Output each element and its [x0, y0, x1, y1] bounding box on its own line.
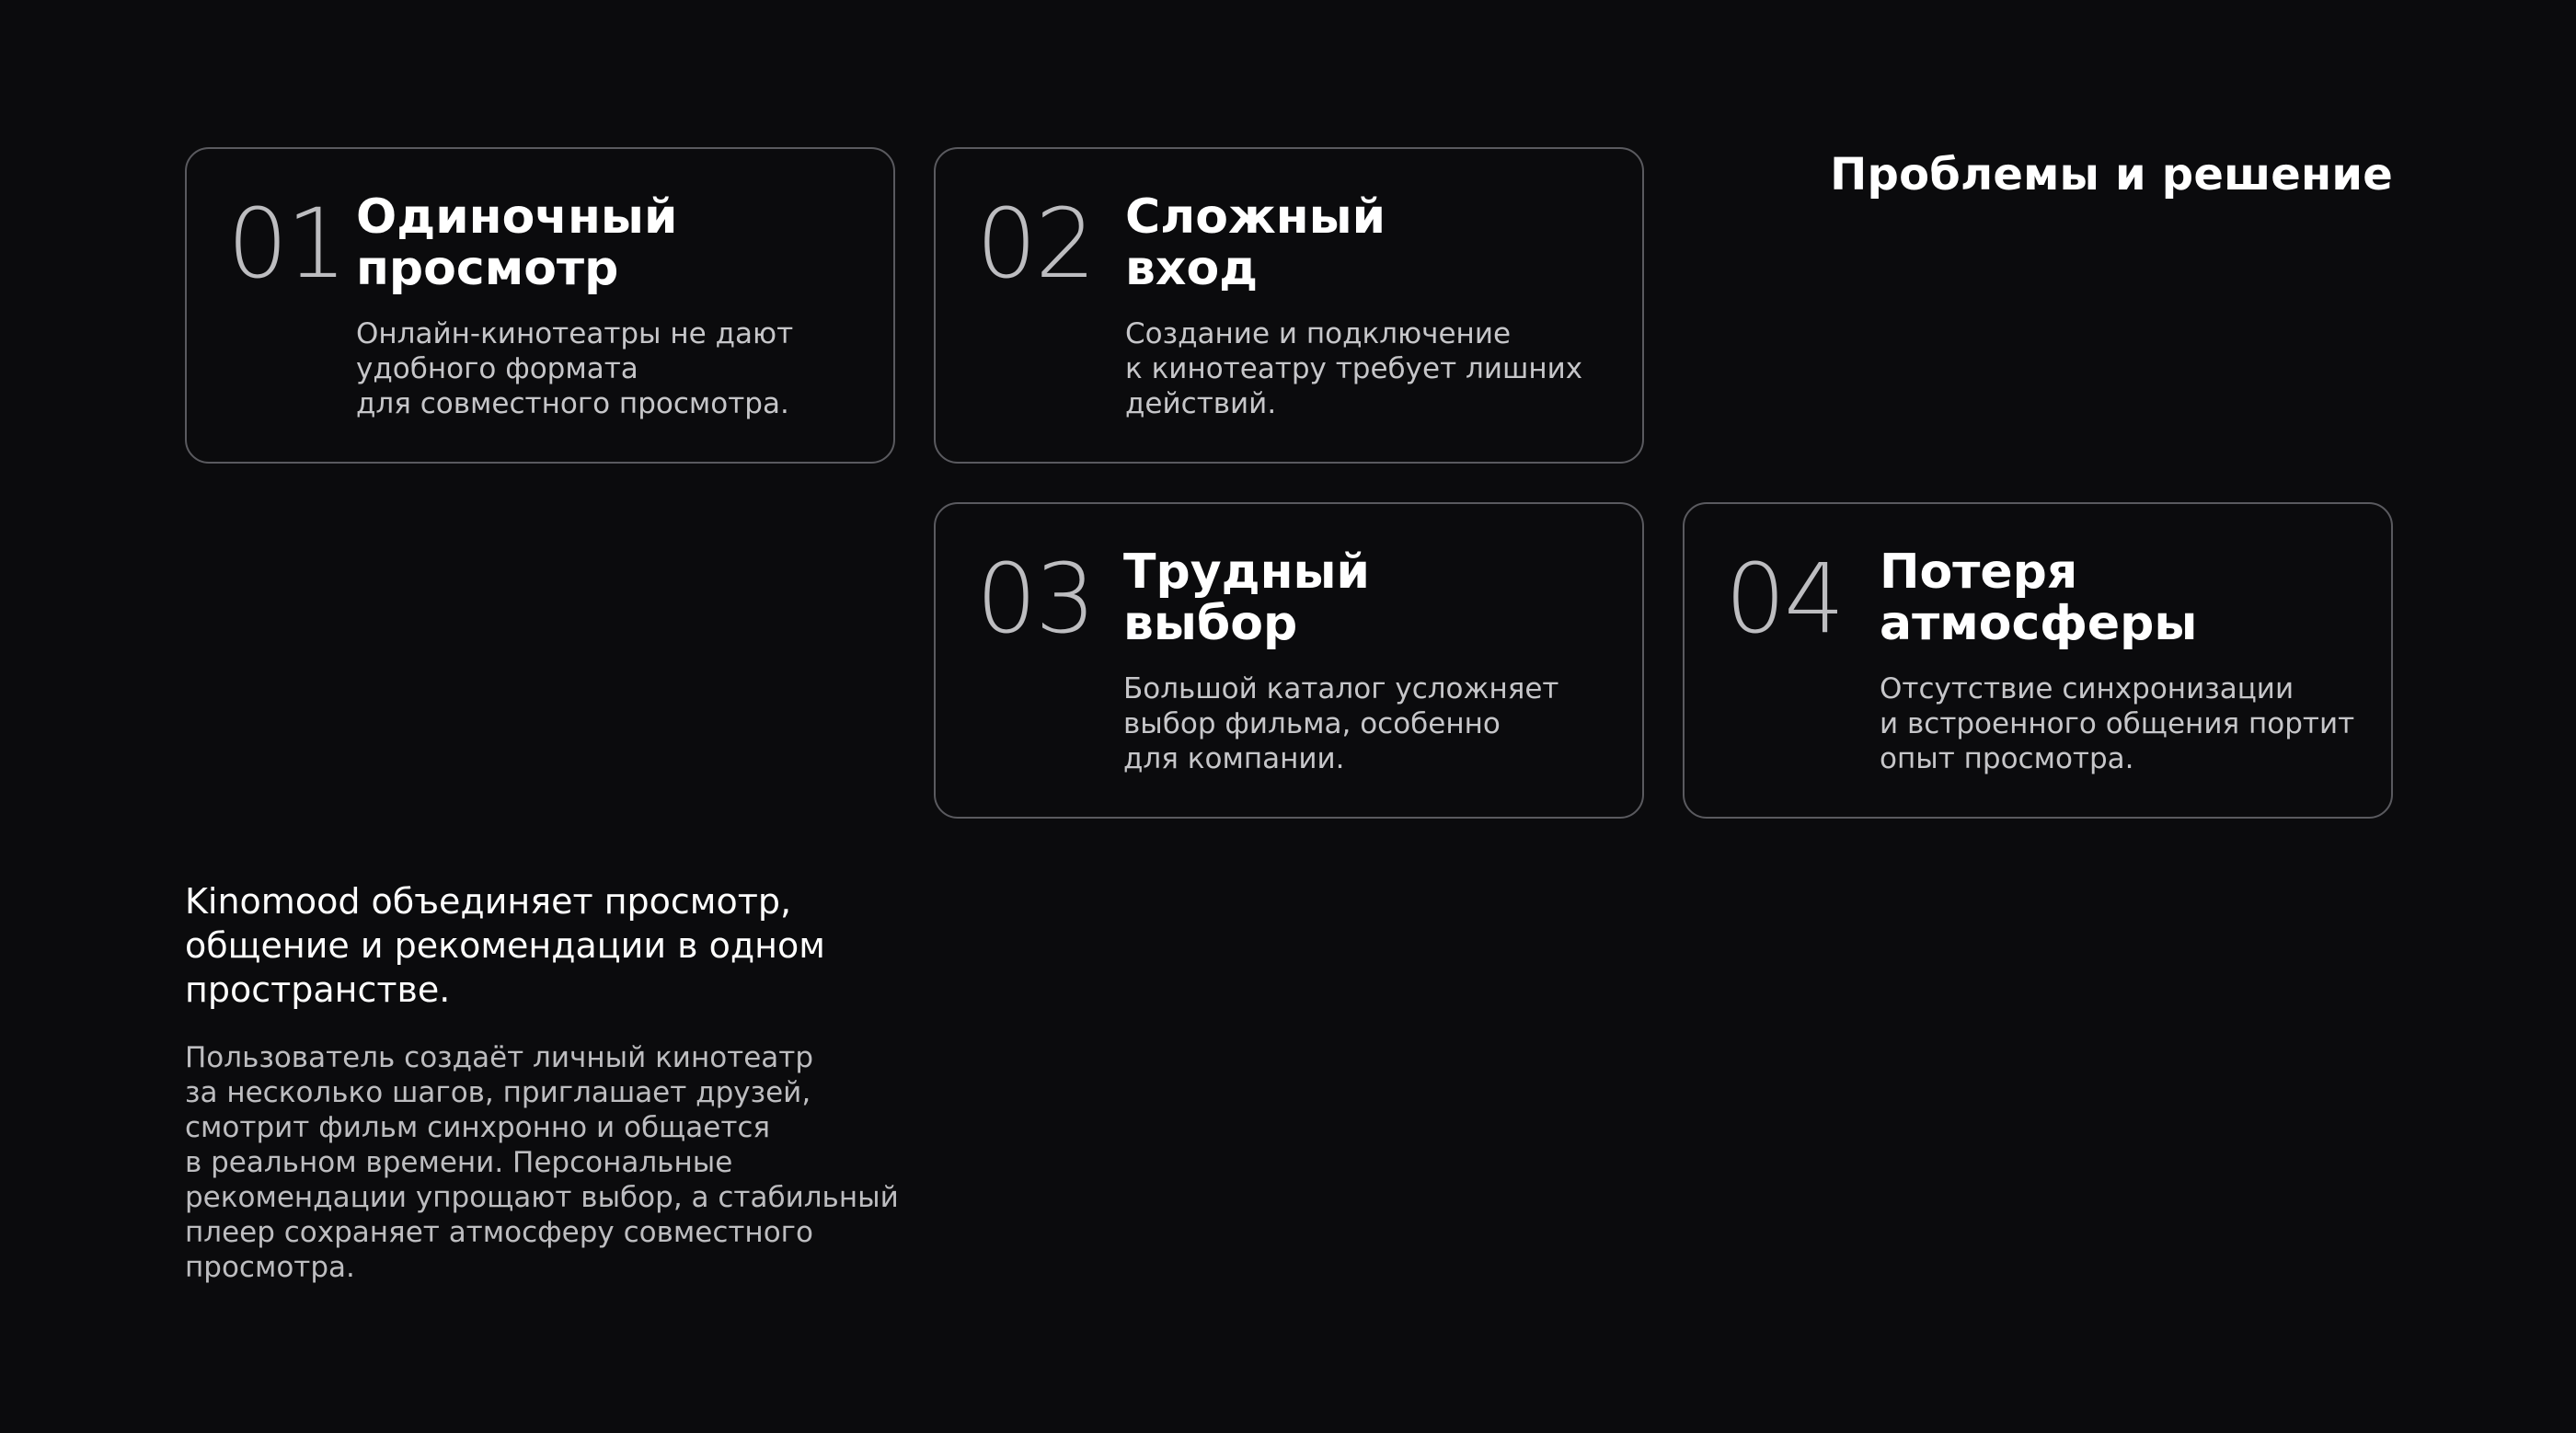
solution-description-line: просмотра. [185, 1251, 355, 1284]
solution-description-line: смотрит фильм синхронно и общается [185, 1111, 771, 1144]
solution-description [185, 1040, 899, 1285]
card-title-line: вход [1125, 241, 1259, 296]
card-number: 04 [1725, 543, 1844, 655]
section-title: Проблемы и решение [1830, 149, 2393, 201]
card-description-line: для совместного просмотра. [356, 387, 789, 420]
card-title [1123, 546, 1370, 649]
solution-lead-line: пространстве. [185, 969, 451, 1010]
card-number: 03 [976, 543, 1095, 655]
card-description-line: для компании. [1123, 742, 1345, 775]
card-description-line: Создание и подключение [1125, 317, 1512, 350]
card-title [1125, 191, 1386, 294]
card-number: 01 [227, 188, 346, 300]
solution-lead-line: общение и рекомендации в одном [185, 925, 825, 966]
card-title [1880, 546, 2197, 649]
card-description [1880, 671, 2354, 776]
problem-card-lost-atmosphere [1683, 502, 2393, 819]
card-description-line: выбор фильма, особенно [1123, 707, 1501, 740]
card-title-line: атмосферы [1880, 596, 2198, 651]
problem-card-single-viewing [185, 147, 895, 464]
card-description-line: к кинотеатру требует лишних [1125, 352, 1583, 385]
solution-description-line: за несколько шагов, приглашает друзей, [185, 1076, 811, 1109]
solution-description-line: в реальном времени. Персональные [185, 1146, 733, 1179]
card-description [1125, 316, 1582, 421]
problem-card-hard-choice [934, 502, 1644, 819]
card-description-line: и встроенного общения портит [1880, 707, 2355, 740]
card-description-line: Большой каталог усложняет [1123, 672, 1559, 705]
problem-card-complex-entry [934, 147, 1644, 464]
solution-description-line: рекомендации упрощают выбор, а стабильный [185, 1181, 899, 1214]
card-title-line: выбор [1123, 596, 1298, 651]
card-title-line: просмотр [356, 241, 619, 296]
card-description-line: Онлайн-кинотеатры не дают [356, 317, 794, 350]
solution-description-line: Пользователь создаёт личный кинотеатр [185, 1041, 814, 1074]
card-title [356, 191, 677, 294]
card-description-line: действий. [1125, 387, 1277, 420]
card-title-line: Потеря [1880, 545, 2078, 600]
solution-description-line: плеер сохраняет атмосферу совместного [185, 1216, 813, 1249]
card-description [1123, 671, 1559, 776]
solution-lead-line: Kinomood объединяет просмотр, [185, 881, 792, 922]
card-description-line: Отсутствие синхронизации [1880, 672, 2294, 705]
card-description-line: удобного формата [356, 352, 638, 385]
card-title-line: Одиночный [356, 189, 678, 245]
card-title-line: Трудный [1123, 545, 1370, 600]
card-description-line: опыт просмотра. [1880, 742, 2134, 775]
solution-lead [185, 879, 825, 1012]
card-description [356, 316, 793, 421]
card-number: 02 [976, 188, 1095, 300]
card-title-line: Сложный [1125, 189, 1386, 245]
